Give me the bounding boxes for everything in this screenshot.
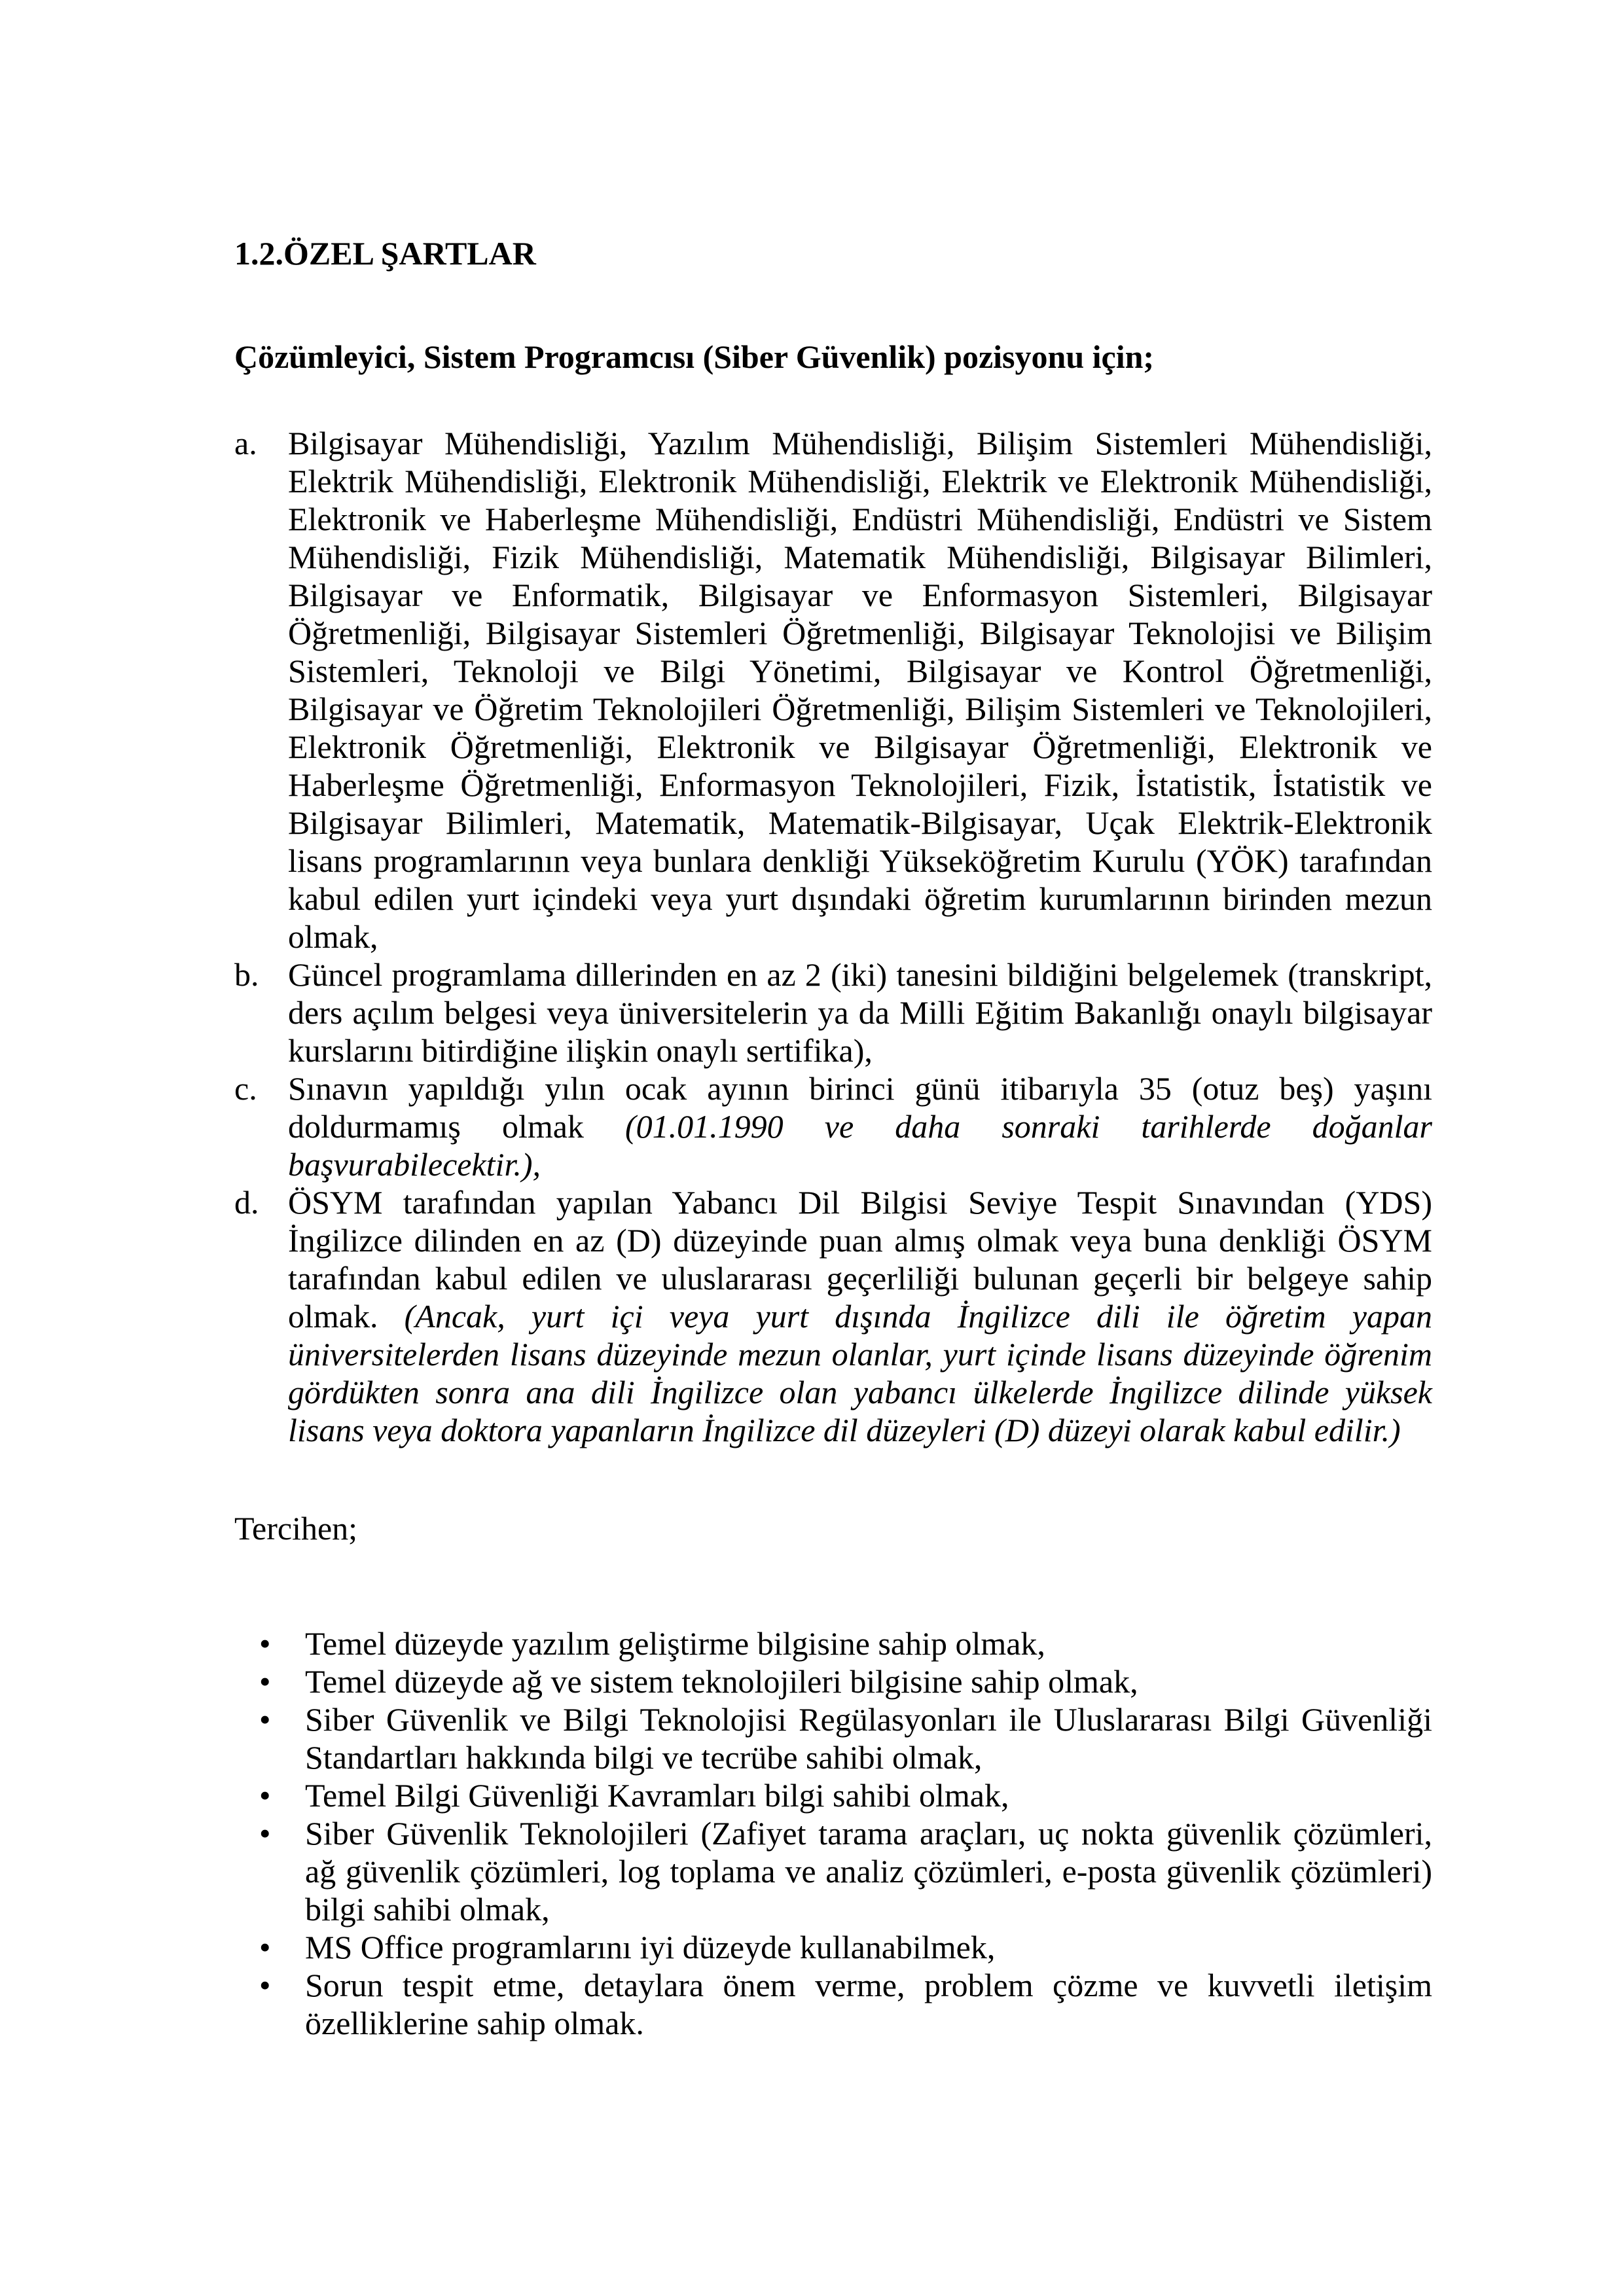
bullet-item [234,1776,1432,1814]
item-text [288,1183,1432,1449]
bullet-dot-icon: • [259,1929,271,1965]
bullet-text [305,1662,1432,1700]
text-run: Temel düzeyde yazılım geliştirme bilgisine sahip olmak, [305,1625,1045,1662]
lettered-item-d [234,1183,1432,1449]
text-run: Siber Güvenlik ve Bilgi Teknolojisi Regülasyonları ile Uluslararası Bilgi Güvenliği Standartları hakkında bilgi ve tecrübe sahibi olmak, [305,1701,1432,1776]
bullet-item [234,1928,1432,1966]
bullet-dot-icon: • [259,1701,271,1738]
lettered-item-b [234,956,1432,1069]
lettered-list [234,424,1432,1449]
text-run: Güncel programlama dillerinden en az 2 (iki) tanesini bildiğini belgelemek (transkript, ders açılım belgesi veya üniversitelerin ya da Milli Eğitim Bakanlığı onaylı bilgisayar kurslarını bitirdiğine ilişkin onaylı sertifika), [288,956,1432,1069]
bullet-text [305,1624,1432,1662]
item-letter-label: d. [234,1184,259,1221]
lettered-item-a [234,424,1432,956]
bullet-dot-icon: • [259,1663,271,1700]
bullet-text [305,1966,1432,2042]
bullet-item [234,1662,1432,1700]
text-run: Siber Güvenlik Teknolojileri (Zafiyet tarama araçları, uç nokta güvenlik çözümleri, ağ güvenlik çözümleri, log toplama ve analiz çözümleri, e-posta güvenlik çözümleri) bilgi sahibi olmak, [305,1815,1432,1928]
bullet-item [234,1700,1432,1776]
item-letter-label: b. [234,956,259,993]
text-run: Temel Bilgi Güvenliği Kavramları bilgi sahibi olmak, [305,1777,1009,1814]
bullet-text [305,1928,1432,1966]
lettered-item-c [234,1069,1432,1183]
bullet-dot-icon: • [259,1625,271,1662]
text-run: Sorun tespit etme, detaylara önem verme, problem çözme ve kuvvetli iletişim özelliklerine sahip olmak. [305,1967,1432,2041]
bullet-dot-icon: • [259,1777,271,1814]
item-text [288,1069,1432,1183]
item-letter-label: c. [234,1070,257,1107]
bullet-text [305,1776,1432,1814]
bullet-text [305,1700,1432,1776]
text-run: ÖSYM tarafından yapılan Yabancı Dil Bilgisi Seviye Tespit Sınavından (YDS) İngilizce dilinden en az (D) düzeyinde puan almış olmak veya buna denkliği ÖSYM tarafından kabul edilen ve uluslararası geçerliliği bulunan geçerli bir belgeye sahip olmak. [288,1184,1432,1335]
italic-text-run: (Ancak, yurt içi veya yurt dışında İngilizce dili ile öğretim yapan üniversitelerden lisans düzeyinde mezun olanlar, yurt içinde lisans düzeyinde öğrenim gördükten sonra ana dili İngilizce olan yabancı ülkelerde İngilizce dilinde yüksek lisans veya doktora yapanların İngilizce dil düzeyleri (D) düzeyi olarak kabul edilir.) [288,1298,1432,1448]
bullet-dot-icon: • [259,1967,271,2003]
text-run: MS Office programlarını iyi düzeyde kullanabilmek, [305,1929,996,1965]
text-run: Bilgisayar Mühendisliği, Yazılım Mühendisliği, Bilişim Sistemleri Mühendisliği, Elektrik Mühendisliği, Elektronik Mühendisliği, Elektrik ve Elektronik Mühendisliği, Elektronik ve Haberleşme Mühendisliği, Endüstri Mühendisliği, Endüstri ve Sistem Mühendisliği, Fizik Mühendisliği, Matematik Mühendisliği, Bilgisayar Bilimleri, Bilgisayar ve Enformatik, Bilgisayar ve Enformasyon Sistemleri, Bilgisayar Öğretmenliği, Bilgisayar Sistemleri Öğretmenliği, Bilgisayar Teknolojisi ve Bilişim Sistemleri, Teknoloji ve Bilgi Yönetimi, Bilgisayar ve Kontrol Öğretmenliği, Bilgisayar ve Öğretim Teknolojileri Öğretmenliği, Bilişim Sistemleri ve Teknolojileri, Elektronik Öğretmenliği, Elektronik ve Bilgisayar Öğretmenliği, Elektronik ve Haberleşme Öğretmenliği, Enformasyon Teknolojileri, Fizik, İstatistik, İstatistik ve Bilgisayar Bilimleri, Matematik, Matematik-Bilgisayar, Uçak Elektrik-Elektronik lisans programlarının veya bunlara denkliği Yükseköğretim Kurulu (YÖK) tarafından kabul edilen yurt içindeki veya yurt dışındaki öğretim kurumlarının birinden mezun olmak, [288,425,1432,955]
position-subheading: Çözümleyici, Sistem Programcısı (Siber Güvenlik) pozisyonu için; [234,338,1155,375]
item-text [288,424,1432,956]
bullet-item [234,1814,1432,1928]
text-run: Sınavın yapıldığı yılın ocak ayının birinci günü itibarıyla 35 (otuz beş) yaşını doldurmamış olmak [288,1070,1432,1145]
bullet-dot-icon: • [259,1815,271,1852]
preference-heading: Tercihen; [234,1510,358,1547]
italic-text-run: (01.01.1990 ve daha sonraki tarihlerde doğanlar başvurabilecektir.), [288,1108,1432,1183]
bullet-text [305,1814,1432,1928]
text-run: Temel düzeyde ağ ve sistem teknolojileri bilgisine sahip olmak, [305,1663,1138,1700]
bullet-item [234,1624,1432,1662]
item-letter-label: a. [234,425,257,461]
bullet-list [234,1624,1432,2042]
section-heading: 1.2.ÖZEL ŞARTLAR [234,235,536,272]
item-text [288,956,1432,1069]
bullet-item [234,1966,1432,2042]
